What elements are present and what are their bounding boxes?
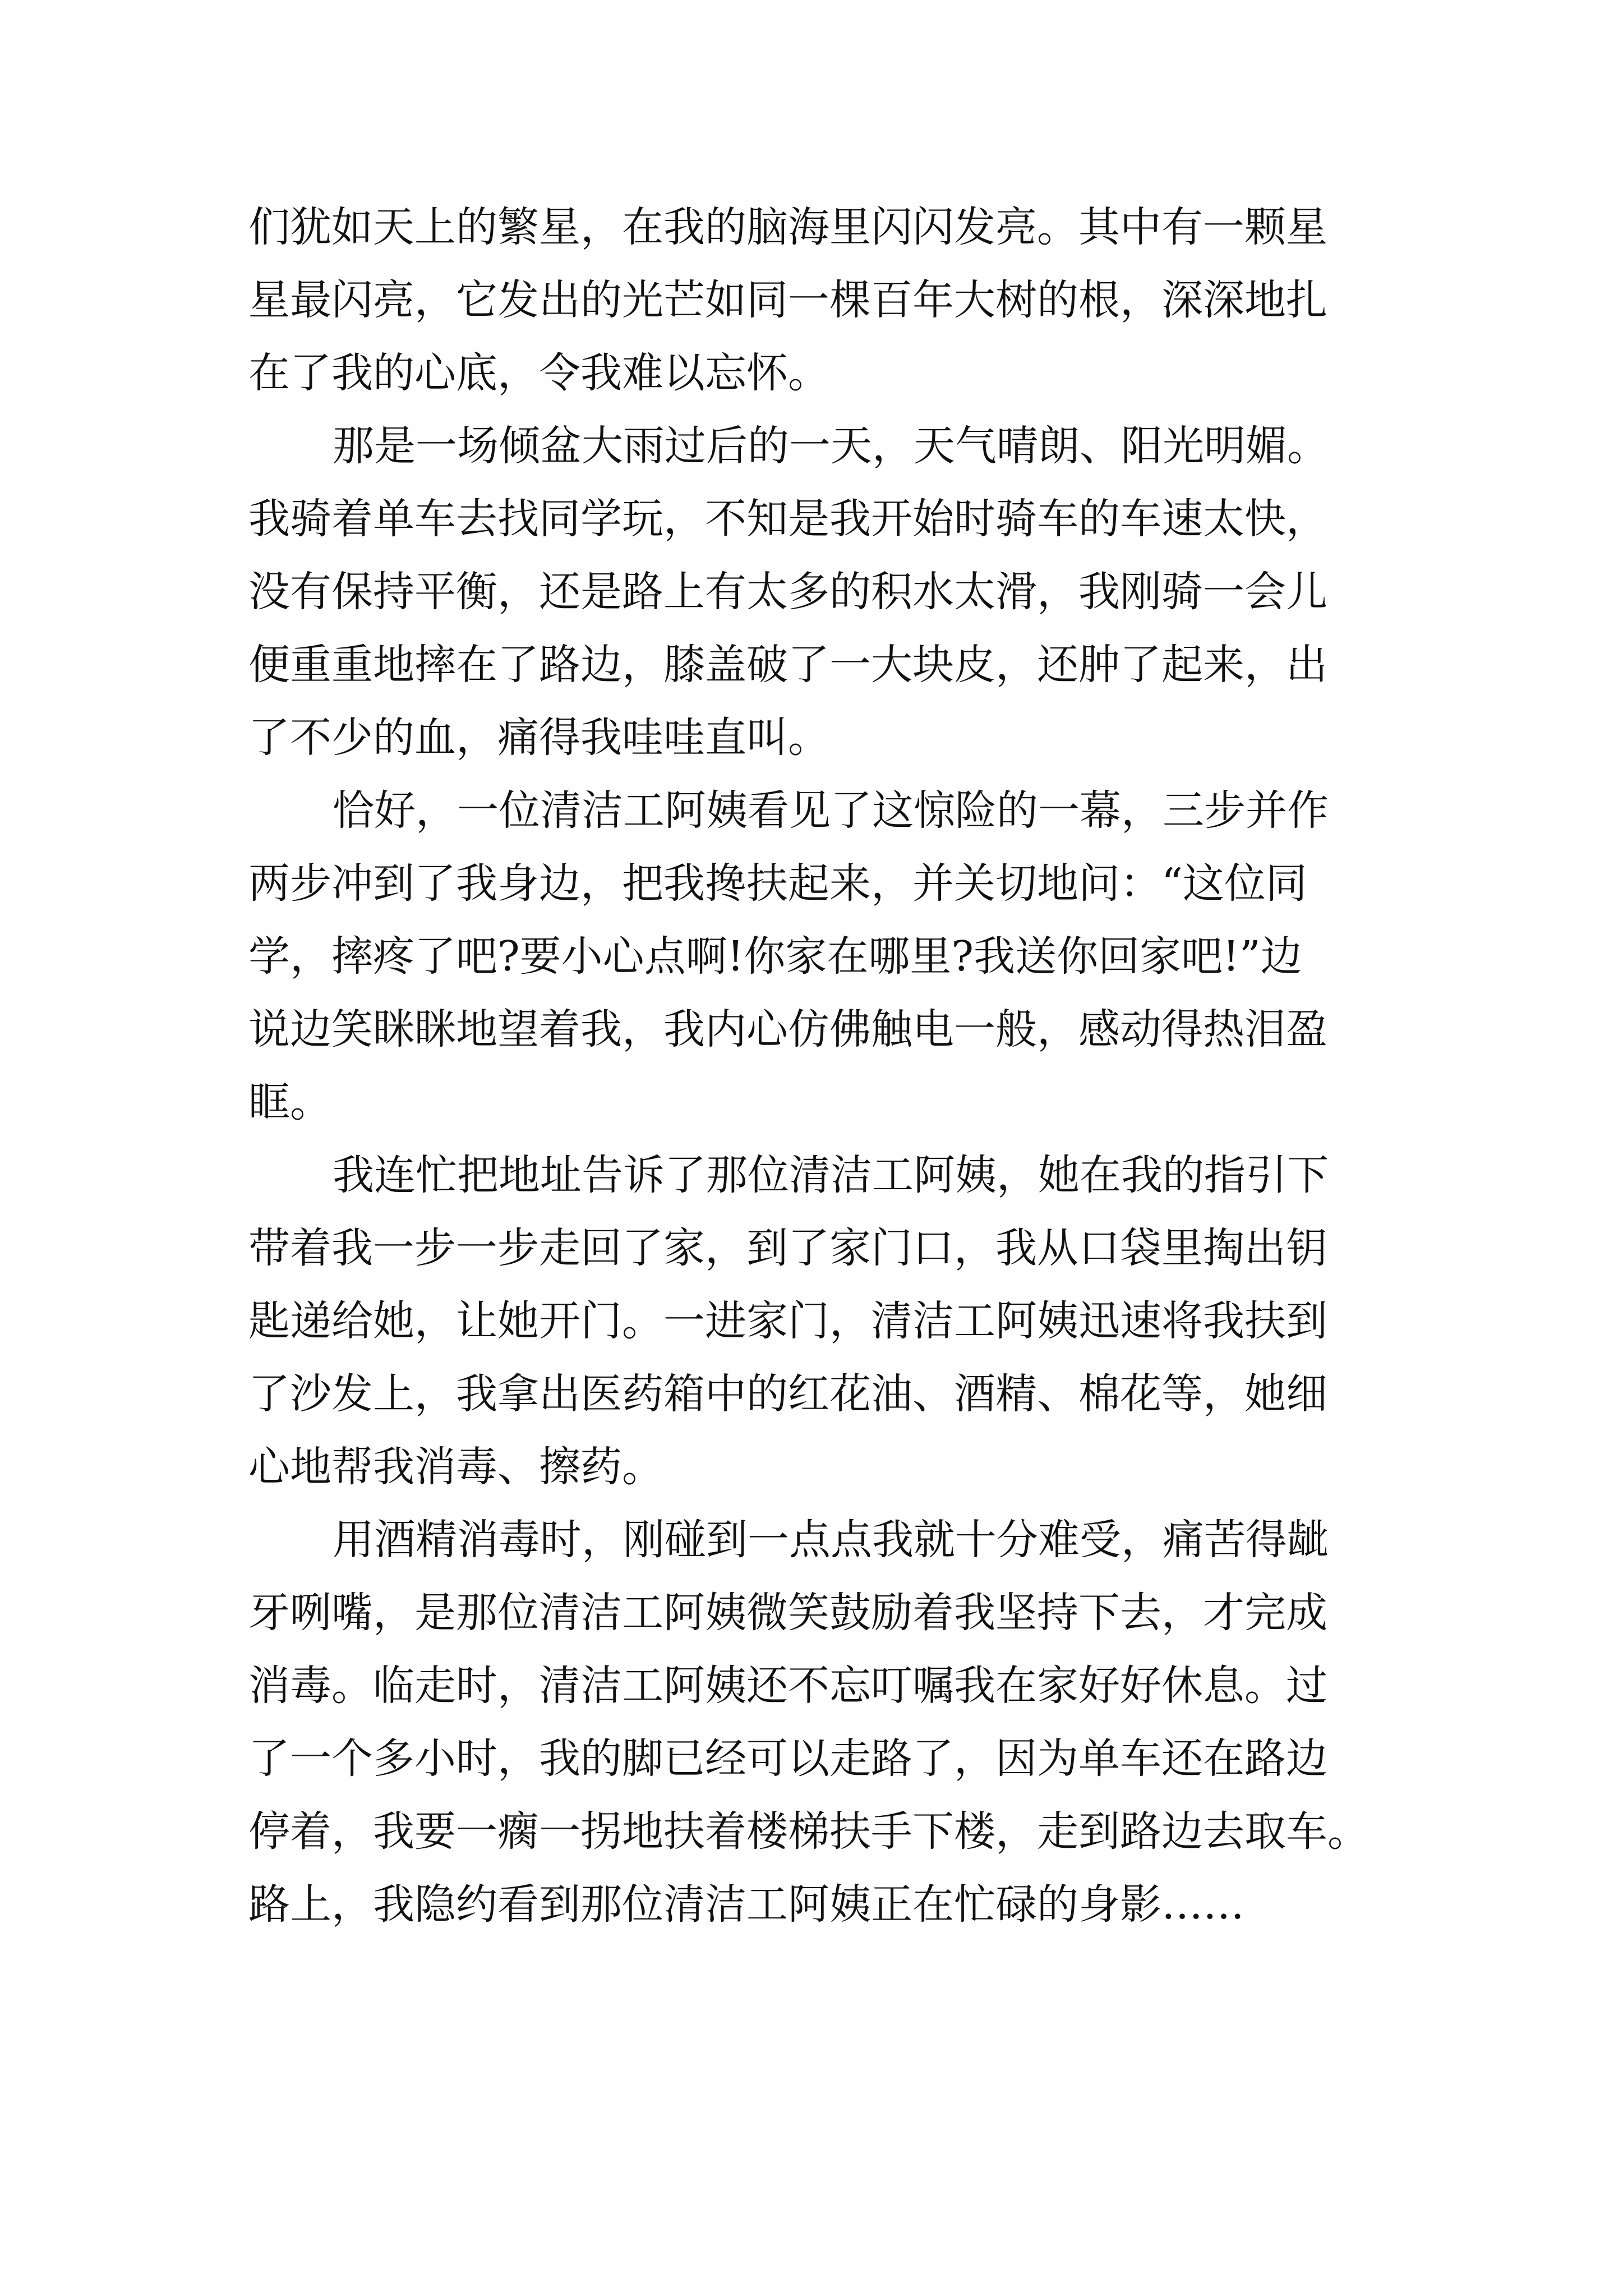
text-line: 没有保持平衡，还是路上有太多的积水太滑，我刚骑一会儿 (248, 568, 1327, 616)
text-line: 牙咧嘴，是那位清洁工阿姨微笑鼓励着我坚持下去，才完成 (248, 1589, 1327, 1637)
text-line: 我骑着单车去找同学玩，不知是我开始时骑车的车速太快， (248, 495, 1327, 543)
text-line: 便重重地摔在了路边，膝盖破了一大块皮，还肿了起来，出 (248, 641, 1327, 689)
text-line: 两步冲到了我身边，把我搀扶起来，并关切地问：“这位同 (248, 859, 1307, 908)
text-line: 学，摔疼了吧?要小心点啊!你家在哪里?我送你回家吧!”边 (248, 932, 1302, 981)
text-line: 心地帮我消毒、擦药。 (248, 1443, 663, 1491)
text-line: 了一个多小时，我的脚已经可以走路了，因为单车还在路边 (248, 1734, 1327, 1783)
text-line: 停着，我要一瘸一拐地扶着楼梯扶手下楼，走到路边去取车。 (248, 1807, 1369, 1856)
text-line: 眶。 (248, 1078, 331, 1126)
text-line: 带着我一步一步走回了家，到了家门口，我从口袋里掏出钥 (248, 1224, 1327, 1272)
text-line: 了不少的血，痛得我哇哇直叫。 (248, 714, 829, 762)
paragraph-first-line: 恰好，一位清洁工阿姨看见了这惊险的一幕，三步并作 (333, 786, 1329, 835)
text-line: 们犹如天上的繁星，在我的脑海里闪闪发亮。其中有一颗星 (248, 203, 1327, 251)
paragraph-first-line: 那是一场倾盆大雨过后的一天，天气晴朗、阳光明媚。 (333, 422, 1329, 470)
text-line: 星最闪亮，它发出的光芒如同一棵百年大树的根，深深地扎 (248, 276, 1327, 324)
paragraph-first-line: 用酒精消毒时，刚碰到一点点我就十分难受，痛苦得龇 (333, 1516, 1329, 1564)
text-line: 路上，我隐约看到那位清洁工阿姨正在忙碌的身影…… (248, 1880, 1244, 1929)
text-line: 消毒。临走时，清洁工阿姨还不忘叮嘱我在家好好休息。过 (248, 1662, 1327, 1710)
text-line: 在了我的心底，令我难以忘怀。 (248, 349, 829, 397)
text-line: 匙递给她，让她开门。一进家门，清洁工阿姨迅速将我扶到 (248, 1297, 1327, 1345)
paragraph-first-line: 我连忙把地址告诉了那位清洁工阿姨，她在我的指引下 (333, 1151, 1329, 1199)
text-line: 了沙发上，我拿出医药箱中的红花油、酒精、棉花等，她细 (248, 1370, 1327, 1418)
text-line: 说边笑眯眯地望着我，我内心仿佛触电一般，感动得热泪盈 (248, 1005, 1327, 1053)
